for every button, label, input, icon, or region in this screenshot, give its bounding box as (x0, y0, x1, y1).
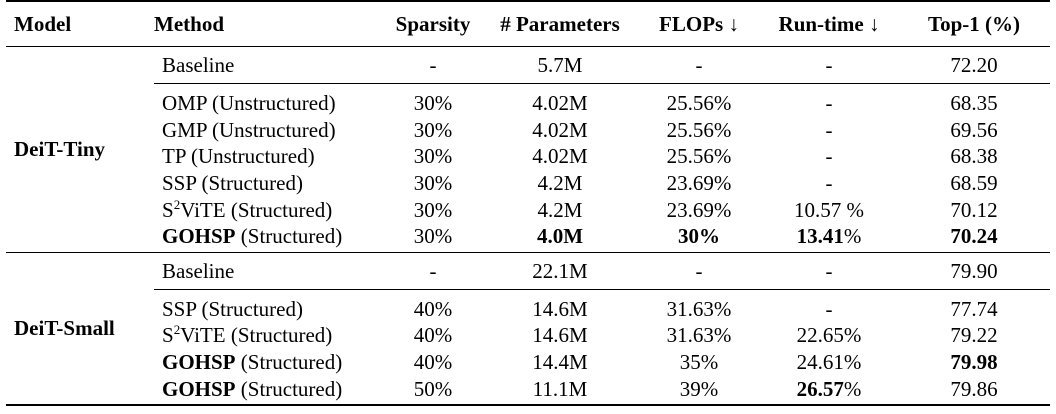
params-cell (482, 252, 638, 289)
runtime-value: - (825, 53, 833, 77)
runtime-value-bold: 13.41 (796, 224, 844, 249)
top1-cell (898, 170, 1050, 197)
flops-value: 31.63% (666, 323, 732, 348)
top1-value: 68.59 (950, 171, 998, 196)
params-value: 14.6M (532, 296, 588, 321)
runtime-cell (760, 196, 898, 223)
method-cell (154, 117, 384, 144)
sparsity-cell (384, 84, 482, 117)
sparsity-value: - (429, 53, 437, 77)
sparsity-cell (384, 143, 482, 170)
params-value: 11.1M (532, 376, 588, 401)
table-row (6, 375, 1050, 405)
flops-value: 31.63% (666, 296, 732, 321)
flops-value: - (695, 53, 703, 77)
sparsity-cell (384, 289, 482, 322)
flops-cell (638, 349, 760, 376)
params-value: 4.02M (532, 117, 588, 142)
results-table (6, 0, 1050, 406)
sparsity-cell (384, 47, 482, 84)
method-superscript: 2 (173, 322, 181, 338)
runtime-value: % (843, 224, 862, 249)
table-row (6, 84, 1050, 117)
header-method: Method (154, 1, 384, 47)
results-table-container (6, 0, 1050, 406)
params-cell (482, 375, 638, 405)
runtime-value: - (825, 117, 833, 142)
sparsity-cell (384, 196, 482, 223)
params-value: 4.0M (536, 224, 584, 249)
method-superscript: 2 (173, 196, 181, 212)
method-name: OMP (Unstructured) (162, 91, 336, 116)
method-name: GMP (Unstructured) (162, 117, 336, 142)
params-value: 5.7M (537, 53, 583, 77)
method-name: S (162, 323, 174, 348)
flops-value: - (695, 258, 703, 283)
header-params: # Parameters (482, 1, 638, 47)
method-cell (154, 196, 384, 223)
runtime-cell (760, 170, 898, 197)
top1-cell (898, 349, 1050, 376)
sparsity-value: 40% (413, 296, 453, 321)
method-cell (154, 47, 384, 84)
runtime-value: 24.61% (796, 350, 862, 375)
table-row (6, 322, 1050, 349)
params-cell (482, 223, 638, 252)
flops-cell (638, 289, 760, 322)
runtime-cell (760, 47, 898, 84)
flops-value: 25.56% (666, 117, 732, 142)
table-body (6, 47, 1050, 405)
top1-cell (898, 143, 1050, 170)
model-name: DeiT-Small (6, 252, 154, 405)
runtime-cell (760, 252, 898, 289)
top1-value: 69.56 (950, 117, 998, 142)
sparsity-value: 50% (413, 376, 453, 401)
table-row-baseline (6, 47, 1050, 84)
top1-value: 79.86 (950, 376, 998, 401)
header-row (6, 1, 1050, 47)
runtime-value: - (825, 296, 833, 321)
sparsity-value: 30% (413, 144, 453, 169)
method-name: SSP (Structured) (162, 296, 303, 321)
method-name: (Structured) (235, 376, 343, 401)
flops-value: 23.69% (666, 171, 732, 196)
top1-cell (898, 252, 1050, 289)
runtime-cell (760, 143, 898, 170)
table-row (6, 143, 1050, 170)
method-cell (154, 223, 384, 252)
top1-value: 77.74 (950, 296, 998, 321)
sparsity-cell (384, 117, 482, 144)
method-name: Baseline (162, 258, 235, 283)
runtime-cell (760, 322, 898, 349)
flops-value: 25.56% (666, 144, 732, 169)
params-cell (482, 196, 638, 223)
sparsity-cell (384, 322, 482, 349)
header-model: Model (6, 1, 154, 47)
params-value: 22.1M (532, 258, 588, 283)
header-flops: FLOPs ↓ (638, 1, 760, 47)
flops-cell (638, 47, 760, 84)
method-cell (154, 252, 384, 289)
flops-value: 25.56% (666, 91, 732, 116)
sparsity-cell (384, 223, 482, 252)
params-cell (482, 117, 638, 144)
top1-value: 68.35 (950, 91, 998, 116)
top1-cell (898, 322, 1050, 349)
top1-cell (898, 84, 1050, 117)
method-cell (154, 289, 384, 322)
runtime-value: - (825, 144, 833, 169)
params-cell (482, 289, 638, 322)
top1-cell (898, 289, 1050, 322)
sparsity-value: 30% (413, 117, 453, 142)
params-value: 14.6M (532, 323, 588, 348)
runtime-cell (760, 223, 898, 252)
sparsity-value: 40% (413, 350, 453, 375)
params-cell (482, 170, 638, 197)
method-cell (154, 322, 384, 349)
method-name-bold: GOHSP (162, 224, 236, 249)
runtime-value: - (825, 91, 833, 116)
params-cell (482, 349, 638, 376)
method-cell (154, 143, 384, 170)
top1-value: 68.38 (950, 144, 998, 169)
method-name-rest: ViTE (Structured) (180, 323, 333, 348)
sparsity-value: 30% (413, 171, 453, 196)
sparsity-value: 30% (413, 91, 453, 116)
flops-value: 39% (679, 376, 719, 401)
flops-cell (638, 252, 760, 289)
runtime-value: - (825, 171, 833, 196)
table-row (6, 117, 1050, 144)
table-row (6, 289, 1050, 322)
params-cell (482, 84, 638, 117)
flops-cell (638, 196, 760, 223)
params-value: 14.4M (532, 350, 588, 375)
method-name: (Structured) (235, 224, 343, 249)
top1-cell (898, 375, 1050, 405)
params-cell (482, 143, 638, 170)
top1-cell (898, 223, 1050, 252)
flops-cell (638, 223, 760, 252)
method-name: S (162, 197, 174, 222)
runtime-cell (760, 349, 898, 376)
runtime-cell (760, 84, 898, 117)
flops-cell (638, 322, 760, 349)
flops-cell (638, 375, 760, 405)
method-name-bold: GOHSP (162, 376, 236, 401)
runtime-cell (760, 117, 898, 144)
method-name: SSP (Structured) (162, 171, 303, 196)
sparsity-value: 30% (413, 197, 453, 222)
top1-cell (898, 47, 1050, 84)
runtime-value: - (825, 258, 833, 283)
flops-cell (638, 143, 760, 170)
runtime-cell (760, 375, 898, 405)
params-cell (482, 47, 638, 84)
flops-value: 35% (679, 350, 719, 375)
method-name: Baseline (162, 53, 235, 77)
method-name: TP (Unstructured) (162, 144, 315, 169)
sparsity-cell (384, 349, 482, 376)
table-row (6, 349, 1050, 376)
sparsity-cell (384, 375, 482, 405)
table-row-baseline (6, 252, 1050, 289)
header-top1: Top-1 (%) (898, 1, 1050, 47)
table-row (6, 196, 1050, 223)
flops-value: 30% (678, 224, 720, 249)
params-value: 4.2M (537, 197, 583, 222)
params-cell (482, 322, 638, 349)
runtime-cell (760, 289, 898, 322)
sparsity-value: 30% (413, 224, 453, 249)
table-row (6, 223, 1050, 252)
params-value: 4.02M (532, 144, 588, 169)
runtime-value: % (843, 376, 862, 401)
top1-value: 70.24 (950, 224, 998, 249)
runtime-value: 22.65% (796, 323, 862, 348)
top1-value: 79.90 (950, 258, 998, 283)
method-cell (154, 349, 384, 376)
flops-value: 23.69% (666, 197, 732, 222)
method-name-rest: ViTE (Structured) (180, 197, 333, 222)
params-value: 4.2M (537, 171, 583, 196)
method-cell (154, 84, 384, 117)
sparsity-value: 40% (413, 323, 453, 348)
top1-value: 70.12 (950, 197, 998, 222)
flops-cell (638, 117, 760, 144)
top1-value: 79.98 (950, 350, 998, 375)
method-cell (154, 375, 384, 405)
method-name: (Structured) (235, 350, 343, 375)
top1-cell (898, 117, 1050, 144)
runtime-value-bold: 26.57 (796, 376, 844, 401)
table-row (6, 170, 1050, 197)
sparsity-cell (384, 170, 482, 197)
method-cell (154, 170, 384, 197)
top1-value: 79.22 (950, 323, 998, 348)
sparsity-value: - (429, 258, 437, 283)
top1-cell (898, 196, 1050, 223)
method-name-bold: GOHSP (162, 350, 236, 375)
flops-cell (638, 84, 760, 117)
runtime-value: 10.57 % (794, 197, 864, 222)
header-runtime: Run-time ↓ (760, 1, 898, 47)
flops-cell (638, 170, 760, 197)
top1-value: 72.20 (950, 53, 998, 77)
header-sparsity: Sparsity (384, 1, 482, 47)
model-name: DeiT-Tiny (6, 47, 154, 253)
sparsity-cell (384, 252, 482, 289)
params-value: 4.02M (532, 91, 588, 116)
